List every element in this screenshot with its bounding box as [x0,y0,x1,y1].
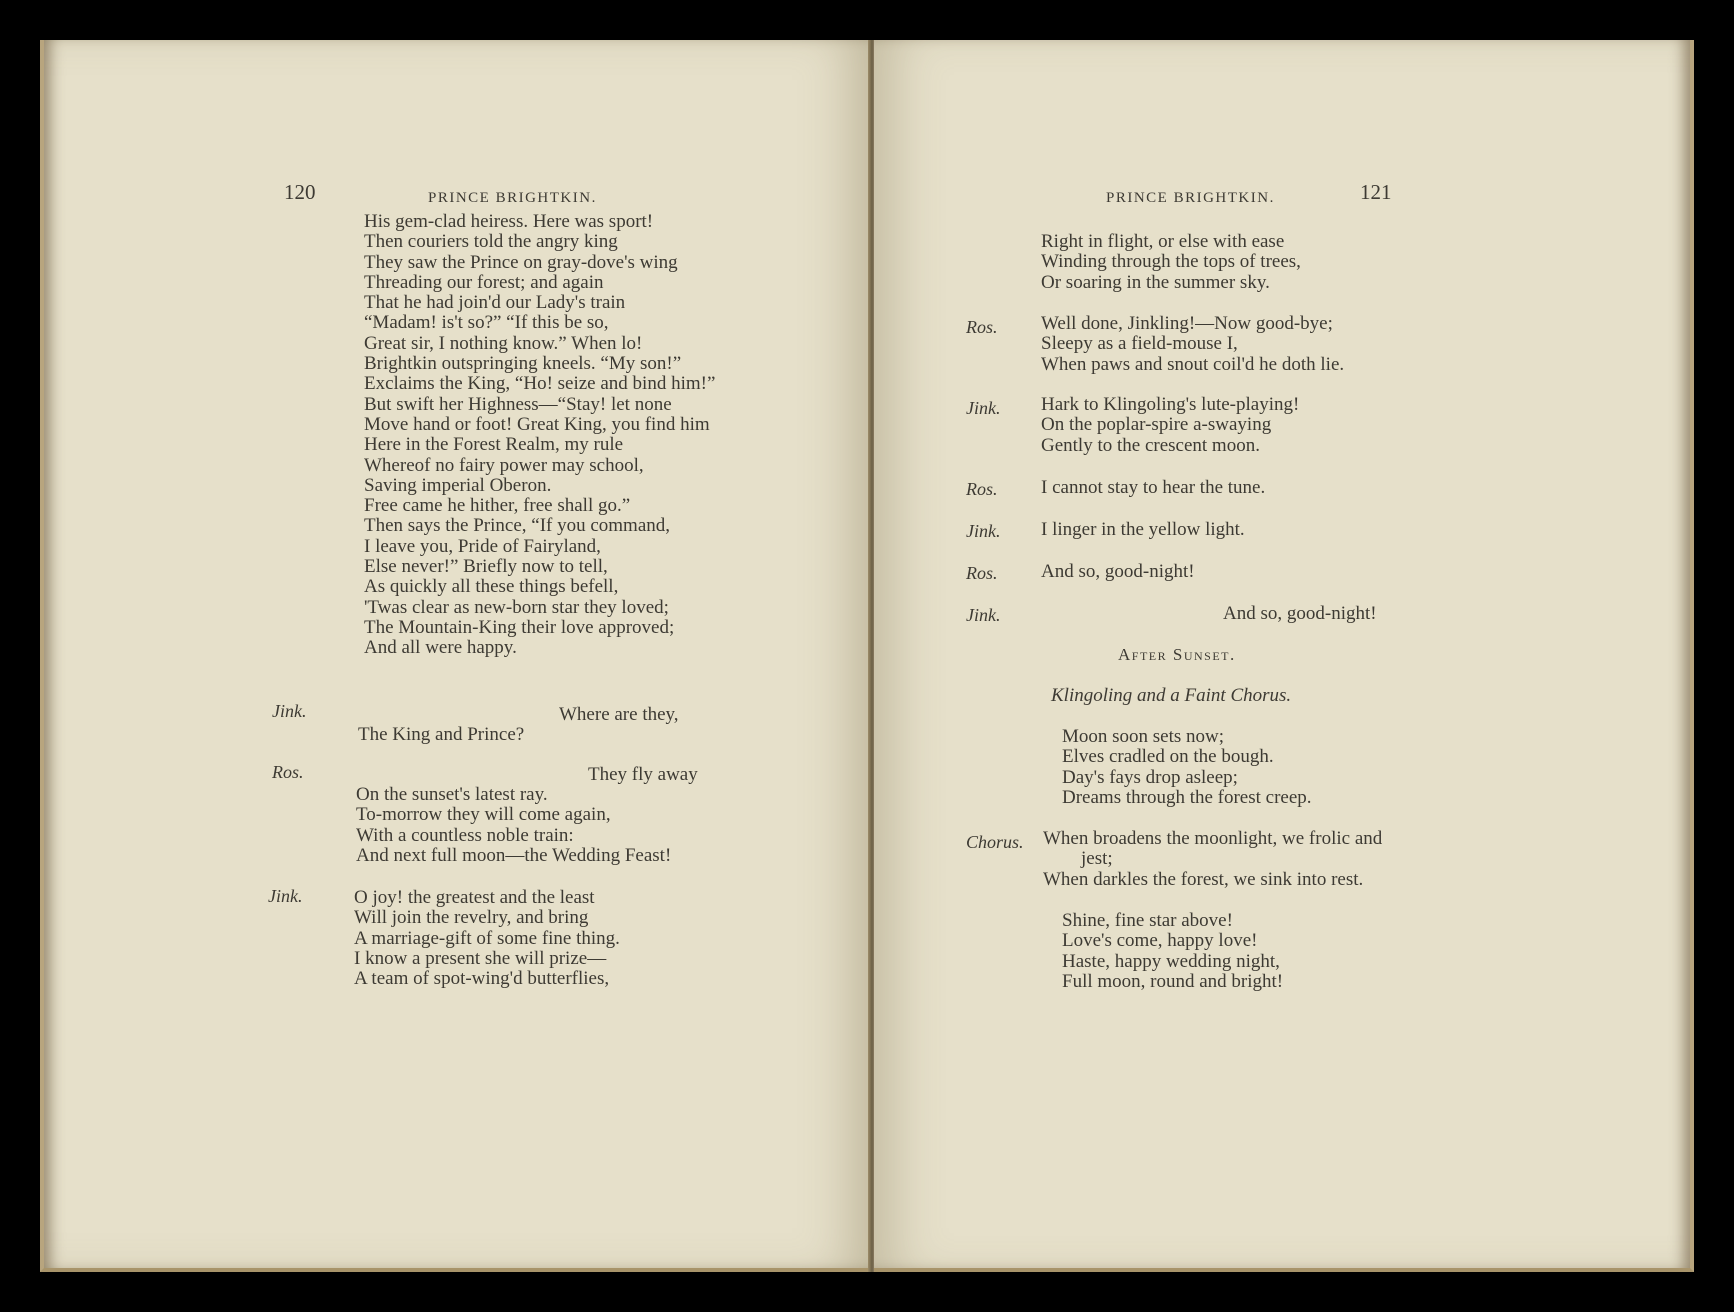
right-chorus-verse [1043,829,1382,890]
verse-line: Great sir, I nothing know.” When lo! [364,332,643,354]
speaker-label: Jink. [268,886,303,906]
verse-line: And all were happy. [364,637,517,659]
speaker-label: Ros. [272,762,304,782]
verse-continuation: Where are they, [559,704,679,725]
verse-line: I cannot stay to hear the tune. [1041,477,1266,498]
speaker-label: Jink. [966,605,1001,625]
verse-line: A marriage-gift of some fine thing. [354,927,620,949]
verse-line: I leave you, Pride of Fairyland, [364,535,601,557]
verse-line: Elves cradled on the bough. [1062,746,1274,768]
verse-line: When broadens the moonlight, we frolic and [1043,828,1383,849]
verse-line: Haste, happy wedding night, [1062,950,1280,972]
verse-line: Full moon, round and bright! [1062,970,1284,992]
verse-line: 'Twas clear as new-born star they loved; [364,596,669,618]
verse-line: And so, good-night! [1041,561,1195,582]
verse-line: Then says the Prince, “If you command, [364,515,671,537]
verse-line: Here in the Forest Realm, my rule [364,434,624,456]
speaker-label: Ros. [966,317,998,337]
verse-line: To-morrow they will come again, [356,804,611,826]
page-number-right: 121 [1360,180,1392,204]
verse-line: Winding through the tops of trees, [1041,251,1301,273]
verse-line: I linger in the yellow light. [1041,519,1245,540]
verse-line: With a countless noble train: [356,824,574,846]
verse-line: Or soaring in the summer sky. [1041,271,1270,293]
right-stanza-1 [1062,727,1312,808]
verse-line: Shine, fine star above! [1062,910,1233,931]
running-head-left: PRINCE BRIGHTKIN. [428,190,597,206]
right-stanza-2 [1062,911,1283,992]
verse-line: Love's come, happy love! [1062,930,1258,952]
verse-line: Free came he hither, free shall go.” [364,495,631,517]
verse-line: Threading our forest; and again [364,271,604,293]
right-speech-2-verse [1041,395,1299,456]
verse-line: “Madam! is't so?” “If this be so, [364,312,609,334]
speaker-label: Jink. [966,521,1001,541]
right-speech-1-verse [1041,314,1344,375]
book-spread [40,40,1694,1272]
speaker-label: Chorus. [966,832,1024,852]
verse-line: Sleepy as a field-mouse I, [1041,333,1238,355]
running-head-right: PRINCE BRIGHTKIN. [1106,190,1275,206]
right-opening-verse [1041,232,1301,293]
section-subheading: Klingoling and a Faint Chorus. [1051,685,1292,706]
verse-line: As quickly all these things befell, [364,576,619,598]
verse-line: When darkles the forest, we sink into rest. [1043,868,1364,890]
verse-line: A team of spot-wing'd butterflies, [354,968,610,990]
verse-line: When paws and snout coil'd he doth lie. [1041,353,1345,375]
verse-continuation: They fly away [588,764,698,785]
verse-line: Saving imperial Oberon. [364,474,552,496]
left-speech-3-verse [354,888,620,989]
verse-line: I know a present she will prize— [354,947,607,969]
verse-line: And next full moon—the Wedding Feast! [356,844,672,866]
page-number-left: 120 [284,180,316,204]
verse-line: Exclaims the King, “Ho! seize and bind him!” [364,373,716,395]
verse-line: His gem-clad heiress. Here was sport! [364,211,654,232]
verse-line: But swift her Highness—“Stay! let none [364,393,672,415]
verse-line: Dreams through the forest creep. [1062,786,1312,808]
verse-line: Day's fays drop asleep; [1062,766,1238,788]
verse-line: The Mountain-King their love approved; [364,616,675,638]
left-speech-2-verse [356,785,671,866]
verse-line: Gently to the crescent moon. [1041,434,1260,456]
verse-line: Hark to Klingoling's lute-playing! [1041,394,1300,415]
verse-line: On the poplar-spire a-swaying [1041,414,1272,436]
verse-line: O joy! the greatest and the least [354,887,595,908]
verse-line: They saw the Prince on gray-dove's wing [364,251,678,273]
verse-line: The King and Prince? [358,724,525,745]
verse-line: Well done, Jinkling!—Now good-bye; [1041,313,1333,334]
speaker-label: Ros. [966,563,998,583]
verse-line: Move hand or foot! Great King, you find him [364,413,710,435]
section-heading: After Sunset. [1118,645,1236,664]
verse-line: Then couriers told the angry king [364,231,618,253]
speaker-label: Jink. [966,398,1001,418]
right-page [874,40,1694,1272]
verse-line: Whereof no fairy power may school, [364,454,644,476]
verse-line: On the sunset's latest ray. [356,784,548,805]
verse-line: jest; [1081,848,1113,870]
verse-line: Right in flight, or else with ease [1041,231,1285,252]
left-opening-verse [364,212,715,659]
speaker-label: Jink. [272,701,307,721]
verse-line: That he had join'd our Lady's train [364,292,626,314]
speaker-label: Ros. [966,479,998,499]
left-page [40,40,872,1272]
verse-line: And so, good-night! [1223,603,1377,624]
verse-line: Will join the revelry, and bring [354,907,589,929]
verse-line: Else never!” Briefly now to tell, [364,556,608,578]
verse-line: Brightkin outspringing kneels. “My son!” [364,353,682,375]
verse-line: Moon soon sets now; [1062,726,1225,747]
